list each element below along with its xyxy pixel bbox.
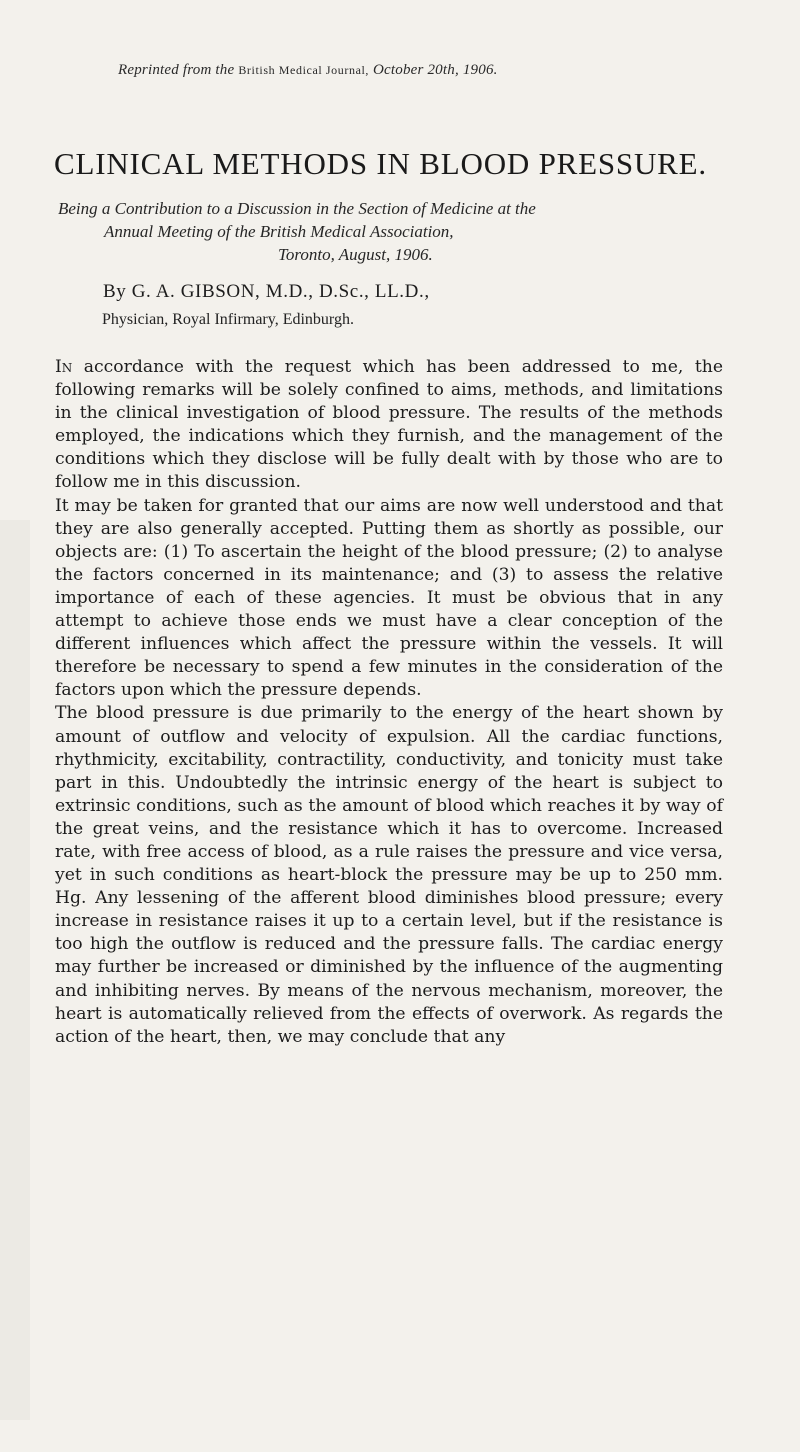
article-title: CLINICAL METHODS IN BLOOD PRESSURE.: [54, 146, 707, 181]
paragraph-2: It may be taken for granted that our aims are now well understood and that they are also generally accepted. Putting them as shortly as possible, our objects are: (1) To ascertain the height of the blood pressure; (2) to analyse the factors concerned in its maintenance; and (3) to assess the relative importance of each of these agencies. It must be obvious that in any attempt to achieve those ends we must have a clear conception of the different influences which affect the pressure within the vessels. It will therefore be necessary to spend a few minutes in the consideration of the factors upon which the pressure depends.: [55, 495, 723, 701]
subtitle-line-2: Annual Meeting of the British Medical Association,: [104, 222, 454, 241]
subtitle-line-1: Being a Contribution to a Discussion in the Section of Medicine at the: [58, 199, 536, 218]
author-affiliation: Physician, Royal Infirmary, Edinburgh.: [102, 311, 354, 328]
journal-name: British Medical Journal,: [238, 63, 370, 77]
paragraph-3: The blood pressure is due primarily to the energy of the heart shown by amount of outflow and velocity of expulsion. All the cardiac functions, rhythmicity, excitability, contractility, conductivity, and tonicity must take part in this. Undoubtedly the intrinsic energy of the heart is subject to extrinsic conditions, such as the amount of blood which reaches it by way of the great veins, and the resistance which it has to overcome. Increased rate, with free access of blood, as a rule raises the pressure and vice versa, yet in such conditions as heart-block the pressure may be up to 250 mm. Hg. Any lessening of the afferent blood diminishes blood pressure; every increase in resistance raises it up to a certain level, but if the resistance is too high the outflow is reduced and the pressure falls. The cardiac energy may further be increased or diminished by the influence of the augmenting and inhibiting nerves. By means of the nervous mechanism, moreover, the heart is automatically relieved from the effects of overwork. As regards the action of the heart, then, we may conclude that any: [55, 703, 723, 1047]
reprint-prefix: Reprinted from the: [118, 62, 235, 78]
paper-blemish: [0, 520, 30, 1420]
reprint-date: October 20th, 1906.: [372, 62, 498, 78]
paragraph-initial: In: [55, 357, 73, 377]
paragraph-1: [55, 356, 723, 495]
article-subtitle: [58, 197, 748, 266]
article-body: [55, 356, 723, 1049]
author-byline: By G. A. GIBSON, M.D., D.Sc., LL.D.,: [103, 281, 430, 302]
subtitle-line-3: Toronto, August, 1906.: [278, 245, 433, 264]
reprint-notice: [118, 62, 718, 79]
paragraph-1-text: accordance with the request which has been addressed to me, the following remarks will be solely confined to aims, methods, and limitations in the clinical investigation of blood pressure. The results of the methods employed, the indications which they furnish, and the management of the conditions which they disclose will be fully dealt with by those who are to follow me in this discussion.: [55, 357, 723, 493]
